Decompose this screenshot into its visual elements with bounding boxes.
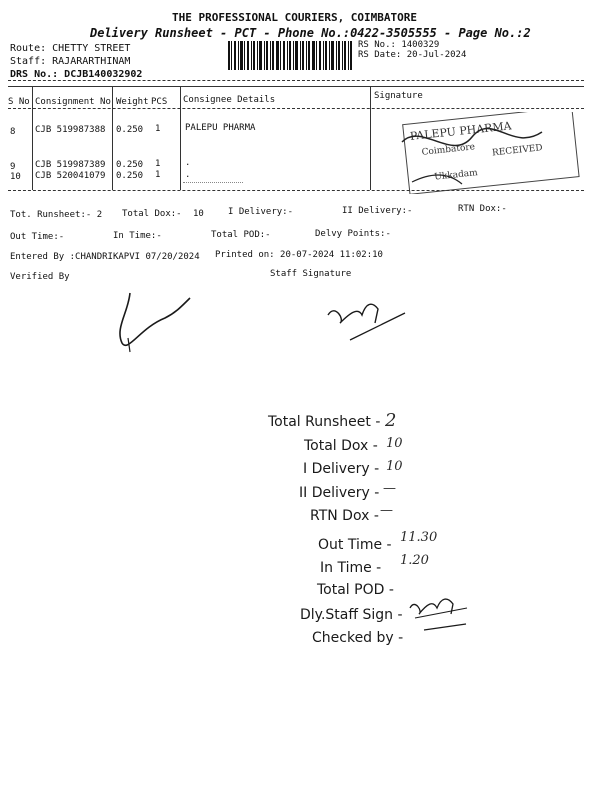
col-pcs: PCS [151,97,168,107]
out-time: Out Time:- [10,232,65,242]
route-label: Route: CHETTY STREET [10,43,131,54]
staff-signature-label: Staff Signature [270,269,352,279]
runsheet-title: Delivery Runsheet - PCT - Phone No.:0422-3505555 - Page No.:2 [90,26,531,40]
smudge [183,182,243,187]
table-top-line [8,86,584,88]
divider [8,80,584,81]
staff-signature [320,285,410,345]
hw-label: Total Runsheet - [268,414,381,430]
hw-label: Checked by - [312,630,404,646]
row-sno: 8 [10,127,16,137]
row-pcs: 1 [155,159,161,169]
hw-value: — [383,481,396,496]
hw-label: Total Dox - [304,438,378,454]
rs-number: RS No.: 1400329 [358,40,440,50]
row-pcs: 1 [155,124,161,134]
row-sno: 10 [10,172,21,182]
hw-label: Dly.Staff Sign - [300,607,403,623]
hw-value: 2 [385,410,397,431]
hw-label: In Time - [320,560,382,576]
hw-value: 11.30 [400,530,438,545]
col-divider [32,86,33,190]
hw-value: 10 [386,436,403,451]
tot-runsheet: Tot. Runsheet:- 2 [10,210,103,220]
row-consignment: CJB 519987388 [35,125,106,135]
printed-on: Printed on: 20-07-2024 11:02:10 [215,250,383,260]
i-delivery: I Delivery:- [228,207,294,217]
ii-delivery: II Delivery:- [342,206,413,216]
verifier-signature [110,288,200,358]
col-consignment: Consignment No [35,97,111,107]
row-weight: 0.250 [116,125,144,135]
barcode [228,41,353,70]
total-dox-value: 10 [193,209,204,219]
rtn-dox: RTN Dox:- [458,204,507,214]
col-sno: S No [8,97,30,107]
row-sno: 9 [10,162,16,172]
verified-by: Verified By [10,272,70,282]
col-signature: Signature [374,91,423,101]
row-consignee: . [185,170,191,180]
hw-value: 1.20 [400,553,429,568]
stamp-line: RECEIVED [491,143,544,159]
row-consignee: PALEPU PHARMA [185,123,256,133]
company-name: THE PROFESSIONAL COURIERS, COIMBATORE [172,11,418,24]
col-divider [180,86,181,190]
col-divider [112,86,113,190]
row-pcs: 1 [155,170,161,180]
col-weight: Weight [116,97,149,107]
drs-number: DRS No.: DCJB140032902 [10,69,143,80]
entered-by: Entered By :CHANDRIKAPVI 07/20/2024 [10,252,200,262]
staff-label: Staff: RAJARARTHINAM [10,56,131,67]
rs-date: RS Date: 20-Jul-2024 [358,50,467,60]
stamp-line: PALEPU PHARMA [409,119,513,143]
hw-label: RTN Dox - [310,508,379,524]
col-divider [370,86,371,190]
row-weight: 0.250 [116,160,144,170]
table-header-line [8,108,584,109]
delvy-points: Delvy Points:- [315,229,391,239]
dly-staff-signature [405,590,475,620]
hw-value: — [380,503,393,518]
hw-label: II Delivery - [299,485,380,501]
hw-label: Out Time - [318,537,392,553]
hw-label: I Delivery - [303,461,380,477]
row-consignment: CJB 519987389 [35,160,106,170]
col-consignee: Consignee Details [183,95,276,105]
stamp-line: Coimbatore [421,142,476,158]
stamp-line: Ukkadam [433,168,479,183]
total-pod: Total POD:- [211,230,271,240]
row-weight: 0.250 [116,171,144,181]
hw-value: 10 [386,459,403,474]
total-dox-label: Total Dox:- [122,209,182,219]
divider [8,190,584,191]
hw-label: Total POD - [317,582,394,598]
row-consignment: CJB 520041079 [35,171,106,181]
row-consignee: . [185,158,191,168]
checked-by-signature [420,618,470,634]
in-time: In Time:- [113,231,162,241]
delivery-stamp [392,112,582,194]
